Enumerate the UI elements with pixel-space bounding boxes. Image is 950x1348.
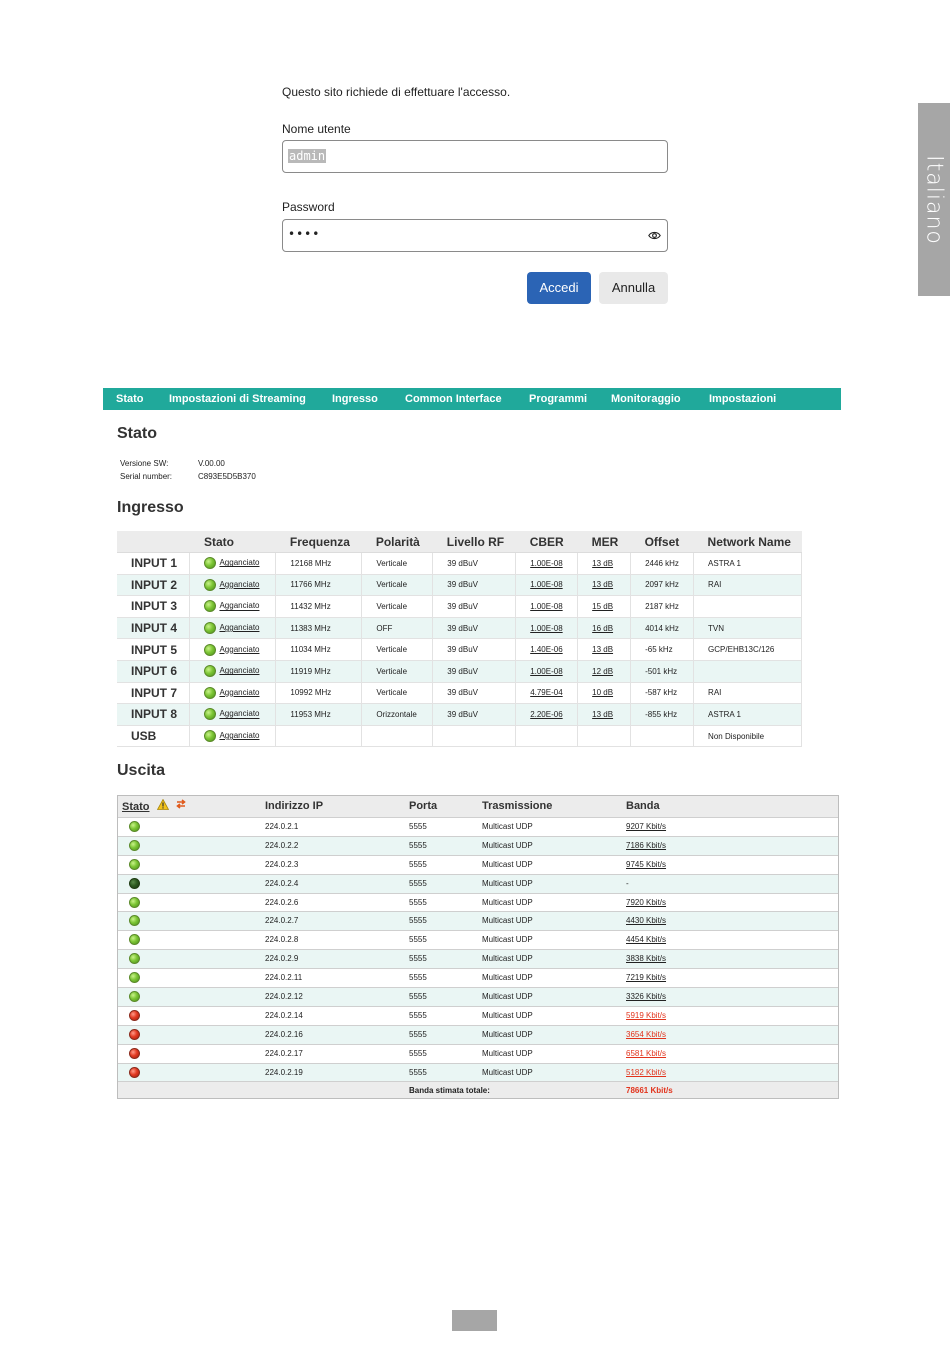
locked-status-icon (204, 644, 216, 656)
output-port: 5555 (409, 1010, 427, 1020)
ok-status-icon (129, 972, 140, 983)
input-status-cell (190, 660, 276, 682)
input-cber-cell (516, 553, 578, 575)
output-transmission: Multicast UDP (482, 954, 533, 964)
input-mer-cell (578, 596, 631, 618)
input-cber-link[interactable]: 1.00E-08 (530, 601, 563, 611)
output-transmission: Multicast UDP (482, 840, 533, 850)
output-row (118, 1007, 838, 1026)
output-bandwidth[interactable]: 6581 Kbit/s (626, 1048, 667, 1058)
input-cber-link[interactable]: 2.20E-06 (530, 709, 563, 719)
output-row (118, 1026, 838, 1045)
inactive-status-icon (129, 878, 140, 889)
input-network-name: GCP/EHB13C/126 (694, 639, 802, 661)
output-row (118, 988, 838, 1007)
input-rf-level: 39 dBuV (433, 574, 516, 596)
locked-status-icon (204, 557, 216, 569)
input-name: INPUT 1 (117, 553, 190, 575)
input-mer-link[interactable]: 12 dB (592, 666, 614, 676)
input-name: USB (117, 725, 190, 747)
sw-version-value: V.00.00 (198, 459, 225, 468)
output-bandwidth[interactable]: 9207 Kbit/s (626, 822, 667, 831)
output-transmission: Multicast UDP (482, 1029, 533, 1039)
output-port: 5555 (409, 1067, 427, 1077)
input-name: INPUT 4 (117, 617, 190, 639)
input-mer-cell (578, 725, 631, 747)
output-bandwidth[interactable]: 9745 Kbit/s (626, 859, 667, 869)
input-offset: 2187 kHz (631, 596, 694, 618)
error-status-icon (129, 1067, 140, 1078)
input-status-link[interactable]: Agganciato (219, 623, 260, 633)
col-header-polarita: Polarità (362, 531, 433, 553)
output-ip: 224.0.2.1 (265, 822, 299, 831)
input-rf-level: 39 dBuV (433, 617, 516, 639)
output-port: 5555 (409, 973, 427, 983)
serial-label: Serial number: (120, 472, 173, 481)
input-frequency: 11383 MHz (276, 617, 362, 639)
input-status-cell (190, 596, 276, 618)
col-header-frequenza: Frequenza (276, 531, 362, 553)
locked-status-icon (204, 708, 216, 720)
ok-status-icon (129, 953, 140, 964)
username-value: admin (289, 149, 326, 163)
output-transmission: Multicast UDP (482, 916, 533, 926)
output-row (118, 950, 838, 969)
output-row (118, 1064, 838, 1083)
output-port: 5555 (409, 916, 427, 926)
cancel-button[interactable]: Annulla (599, 272, 668, 304)
output-ip: 224.0.2.19 (265, 1067, 303, 1077)
col-header-ip: Indirizzo IP (265, 800, 324, 812)
input-mer-cell (578, 617, 631, 639)
output-ip: 224.0.2.2 (265, 840, 299, 850)
output-transmission: Multicast UDP (482, 1010, 533, 1020)
output-ip: 224.0.2.17 (265, 1048, 303, 1058)
error-status-icon (129, 1029, 140, 1040)
input-status-cell (190, 574, 276, 596)
ok-status-icon (129, 840, 140, 851)
input-network-name: ASTRA 1 (694, 704, 802, 726)
username-field[interactable] (282, 140, 668, 173)
input-rf-level: 39 dBuV (433, 660, 516, 682)
input-row (117, 660, 802, 682)
input-polarity: Verticale (362, 596, 433, 618)
input-rf-level: 39 dBuV (433, 596, 516, 618)
input-rf-level: 39 dBuV (433, 704, 516, 726)
col-header-trasmissione: Trasmissione (482, 800, 553, 812)
input-offset: 2446 kHz (631, 553, 694, 575)
output-row (118, 856, 838, 875)
input-mer-link[interactable]: 13 dB (592, 645, 614, 655)
output-port: 5555 (409, 1048, 427, 1058)
col-header-banda: Banda (626, 800, 660, 812)
input-cber-cell (516, 704, 578, 726)
input-network-name: RAI (694, 682, 802, 704)
input-frequency: 11034 MHz (276, 639, 362, 661)
col-header-porta: Porta (409, 800, 438, 812)
input-cber-link[interactable]: 1.00E-08 (530, 666, 563, 676)
input-cber-cell (516, 682, 578, 704)
error-status-icon (129, 1048, 140, 1059)
input-rf-level: 39 dBuV (433, 639, 516, 661)
input-offset (631, 725, 694, 747)
col-header-name (117, 531, 190, 553)
input-mer-link[interactable]: 15 dB (592, 601, 614, 611)
input-network-name: TVN (694, 617, 802, 639)
total-label: Banda stimata totale: (409, 1086, 490, 1096)
nav-item-impostazioni[interactable]: Impostazioni (709, 393, 777, 405)
output-transmission: Multicast UDP (482, 1067, 533, 1077)
output-transmission: Multicast UDP (482, 935, 533, 945)
input-network-name: Non Disponibile (694, 725, 802, 747)
warning-icon[interactable] (157, 799, 169, 810)
input-mer-link[interactable]: 13 dB (592, 709, 614, 719)
output-ip: 224.0.2.11 (265, 973, 303, 983)
input-mer-link[interactable]: 16 dB (592, 623, 614, 633)
input-cber-cell (516, 596, 578, 618)
nav-item-ingresso[interactable]: Ingresso (332, 393, 378, 405)
input-polarity: Verticale (362, 553, 433, 575)
input-row (117, 596, 802, 618)
input-mer-link[interactable]: 10 dB (592, 688, 614, 698)
input-network-name: ASTRA 1 (694, 553, 802, 575)
error-status-icon (129, 1010, 140, 1021)
output-bandwidth[interactable]: 7186 Kbit/s (626, 840, 667, 850)
input-frequency: 10992 MHz (276, 682, 362, 704)
output-ip: 224.0.2.14 (265, 1010, 303, 1020)
input-name: INPUT 2 (117, 574, 190, 596)
locked-status-icon (204, 687, 216, 699)
ok-status-icon (129, 934, 140, 945)
total-value: 78661 Kbit/s (626, 1086, 673, 1096)
output-bandwidth[interactable]: 5919 Kbit/s (626, 1010, 667, 1020)
input-cber-link[interactable]: 4.79E-04 (530, 688, 563, 698)
input-status-link[interactable]: Agganciato (219, 601, 260, 611)
locked-status-icon (204, 600, 216, 612)
col-header-stato-sort[interactable]: Stato (122, 801, 150, 813)
output-bandwidth[interactable]: 3326 Kbit/s (626, 992, 667, 1002)
output-row (118, 894, 838, 913)
ok-status-icon (129, 991, 140, 1002)
col-header-cber: CBER (516, 531, 578, 553)
input-table-header (117, 531, 802, 553)
output-port: 5555 (409, 878, 427, 888)
output-port: 5555 (409, 859, 427, 869)
input-rf-level: 39 dBuV (433, 682, 516, 704)
input-frequency: 11432 MHz (276, 596, 362, 618)
input-offset: 4014 kHz (631, 617, 694, 639)
input-row (117, 704, 802, 726)
output-port: 5555 (409, 840, 427, 850)
input-frequency: 12168 MHz (276, 553, 362, 575)
input-network-name (694, 596, 802, 618)
input-offset: -855 kHz (631, 704, 694, 726)
input-status-cell (190, 617, 276, 639)
locked-status-icon (204, 622, 216, 634)
input-status-link[interactable]: Agganciato (219, 558, 260, 568)
col-header-mer: MER (578, 531, 631, 553)
output-transmission: Multicast UDP (482, 992, 533, 1002)
input-name: INPUT 8 (117, 704, 190, 726)
input-table (117, 531, 802, 747)
input-cber-link[interactable]: 1.00E-08 (530, 580, 563, 590)
output-port: 5555 (409, 935, 427, 945)
input-name: INPUT 5 (117, 639, 190, 661)
input-name: INPUT 7 (117, 682, 190, 704)
output-bandwidth[interactable]: 3838 Kbit/s (626, 954, 667, 964)
sw-version-label: Versione SW: (120, 459, 169, 468)
col-header-network-name: Network Name (694, 531, 802, 553)
nav-item-common-interface[interactable]: Common Interface (405, 393, 502, 405)
input-mer-cell (578, 682, 631, 704)
input-row (117, 639, 802, 661)
output-row (118, 912, 838, 931)
output-port: 5555 (409, 954, 427, 964)
input-mer-cell (578, 553, 631, 575)
input-rf-level (433, 725, 516, 747)
input-mer-cell (578, 660, 631, 682)
output-ip: 224.0.2.6 (265, 897, 299, 907)
language-tab (918, 103, 950, 296)
password-field[interactable] (282, 219, 668, 252)
input-cber-link[interactable]: 1.00E-08 (530, 623, 563, 633)
input-polarity: Verticale (362, 660, 433, 682)
show-password-icon[interactable] (648, 229, 661, 242)
output-row (118, 837, 838, 856)
col-header-stato: Stato (190, 531, 276, 553)
input-polarity (362, 725, 433, 747)
password-value: •••• (288, 227, 321, 241)
input-status-link[interactable]: Agganciato (219, 687, 260, 697)
ok-status-icon (129, 821, 140, 832)
input-frequency: 11953 MHz (276, 704, 362, 726)
input-status-link[interactable]: Agganciato (219, 666, 260, 676)
input-rf-level: 39 dBuV (433, 553, 516, 575)
username-label: Nome utente (282, 122, 351, 136)
ingresso-title: Ingresso (117, 499, 184, 516)
password-label: Password (282, 200, 335, 214)
input-mer-cell (578, 704, 631, 726)
input-network-name: RAI (694, 574, 802, 596)
input-cber-cell (516, 617, 578, 639)
locked-status-icon (204, 665, 216, 677)
input-frequency: 11919 MHz (276, 660, 362, 682)
input-mer-link[interactable]: 13 dB (592, 558, 614, 568)
uscita-title: Uscita (117, 762, 166, 779)
input-cber-cell (516, 725, 578, 747)
input-status-cell (190, 682, 276, 704)
swap-arrows-icon[interactable] (175, 798, 187, 810)
input-cber-cell (516, 639, 578, 661)
input-status-link[interactable]: Agganciato (219, 731, 260, 741)
nav-item-stato[interactable]: Stato (116, 393, 144, 405)
output-row (118, 875, 838, 894)
page-number-tab (452, 1310, 497, 1331)
ok-status-icon (129, 859, 140, 870)
output-ip: 224.0.2.3 (265, 859, 299, 869)
input-row (117, 617, 802, 639)
output-transmission: Multicast UDP (482, 1048, 533, 1058)
output-row (118, 931, 838, 950)
output-transmission: Multicast UDP (482, 897, 533, 907)
nav-item-streaming[interactable]: Impostazioni di Streaming (169, 393, 306, 405)
input-mer-cell (578, 639, 631, 661)
output-table (117, 795, 839, 1099)
serial-value: C893E5D5B370 (198, 472, 256, 481)
input-status-link[interactable]: Agganciato (219, 580, 260, 589)
login-prompt: Questo sito richiede di effettuare l'accesso. (282, 85, 511, 99)
col-header-livello-rf: Livello RF (433, 531, 516, 553)
input-polarity: OFF (362, 617, 433, 639)
output-bandwidth[interactable]: 5182 Kbit/s (626, 1067, 667, 1077)
output-row (118, 969, 838, 988)
input-cber-cell (516, 574, 578, 596)
input-polarity: Verticale (362, 639, 433, 661)
nav-item-monitoraggio[interactable]: Monitoraggio (611, 393, 681, 405)
output-bandwidth: - (626, 878, 629, 888)
output-ip: 224.0.2.4 (265, 878, 299, 888)
output-transmission: Multicast UDP (482, 878, 533, 888)
input-status-link[interactable]: Agganciato (219, 644, 260, 654)
output-bandwidth[interactable]: 4454 Kbit/s (626, 935, 667, 945)
input-status-cell (190, 553, 276, 575)
input-offset: -501 kHz (631, 660, 694, 682)
nav-item-programmi[interactable]: Programmi (529, 393, 588, 405)
output-bandwidth[interactable]: 4430 Kbit/s (626, 916, 667, 926)
input-polarity: Orizzontale (362, 704, 433, 726)
output-ip: 224.0.2.16 (265, 1029, 303, 1039)
input-status-cell (190, 725, 276, 747)
output-port: 5555 (409, 897, 427, 907)
language-tab-label: Italiano (921, 154, 947, 245)
output-ip: 224.0.2.8 (265, 935, 299, 945)
input-row (117, 682, 802, 704)
output-bandwidth[interactable]: 7920 Kbit/s (626, 897, 667, 907)
input-mer-link[interactable]: 13 dB (592, 580, 614, 590)
input-status-link[interactable]: Agganciato (219, 709, 260, 719)
locked-status-icon (204, 730, 216, 742)
input-row (117, 553, 802, 575)
output-transmission: Multicast UDP (482, 822, 533, 831)
output-transmission: Multicast UDP (482, 973, 533, 983)
input-offset: -587 kHz (631, 682, 694, 704)
stato-title: Stato (117, 425, 157, 442)
locked-status-icon (204, 579, 216, 591)
input-name: INPUT 3 (117, 596, 190, 618)
input-row (117, 725, 802, 747)
output-ip: 224.0.2.9 (265, 954, 299, 964)
input-mer-cell (578, 574, 631, 596)
output-table-header (118, 796, 838, 818)
input-row (117, 574, 802, 596)
input-polarity: Verticale (362, 682, 433, 704)
input-polarity: Verticale (362, 574, 433, 596)
output-bandwidth[interactable]: 3654 Kbit/s (626, 1029, 667, 1039)
output-row (118, 1045, 838, 1064)
input-frequency: 11766 MHz (276, 574, 362, 596)
input-status-cell (190, 639, 276, 661)
output-transmission: Multicast UDP (482, 859, 533, 869)
output-bandwidth[interactable]: 7219 Kbit/s (626, 973, 667, 983)
output-ip: 224.0.2.7 (265, 916, 299, 926)
ok-status-icon (129, 897, 140, 908)
input-cber-link[interactable]: 1.40E-06 (530, 645, 563, 655)
col-header-offset: Offset (631, 531, 694, 553)
input-offset: 2097 kHz (631, 574, 694, 596)
main-nav (103, 388, 841, 410)
output-row (118, 818, 838, 837)
login-button[interactable]: Accedi (527, 272, 591, 304)
output-port: 5555 (409, 992, 427, 1002)
ok-status-icon (129, 915, 140, 926)
input-network-name (694, 660, 802, 682)
output-port: 5555 (409, 822, 427, 831)
input-status-cell (190, 704, 276, 726)
output-port: 5555 (409, 1029, 427, 1039)
input-frequency (276, 725, 362, 747)
input-cber-cell (516, 660, 578, 682)
output-total-row (118, 1082, 838, 1098)
input-offset: -65 kHz (631, 639, 694, 661)
input-name: INPUT 6 (117, 660, 190, 682)
output-ip: 224.0.2.12 (265, 992, 303, 1002)
input-cber-link[interactable]: 1.00E-08 (530, 558, 563, 568)
